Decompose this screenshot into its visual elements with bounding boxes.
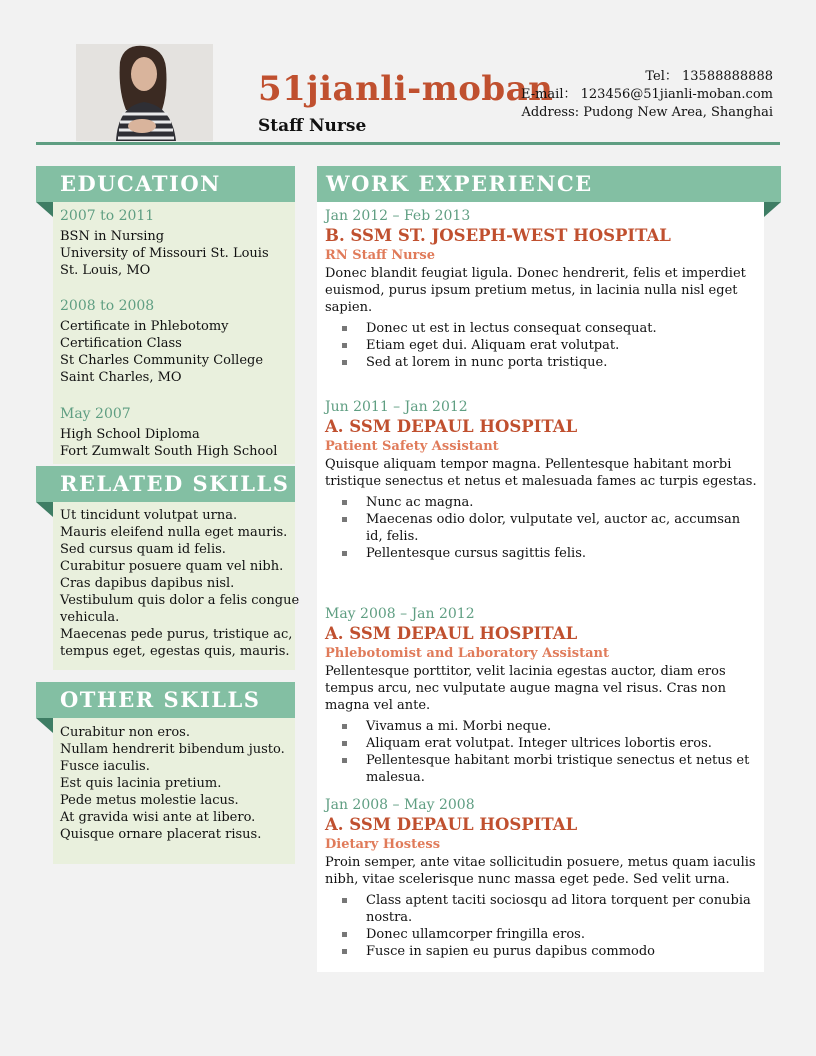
education-line: Certification Class [60, 336, 182, 351]
job-date: Jan 2008 – May 2008 [325, 797, 475, 813]
skill-line: Est quis lacinia pretium. [60, 776, 222, 791]
job-role: Phlebotomist and Laboratory Assistant [325, 646, 609, 661]
job-description: Proin semper, ante vitae sollicitudin posuere, metus quam iaculis nibh, vitae scelerisque nunc massa eget pede. Sed velit urna. [325, 855, 756, 887]
banner-fold [764, 202, 781, 217]
job-hospital: A. SSM DEPAUL HOSPITAL [325, 624, 578, 643]
job-bullets [325, 320, 759, 371]
job-entry [325, 208, 759, 371]
skill-line: Sed cursus quam id felis. [60, 542, 226, 557]
education-entry [60, 208, 269, 279]
education-date: 2008 to 2008 [60, 298, 155, 314]
banner-fold [36, 202, 53, 217]
address: Address: Pudong New Area, Shanghai [521, 105, 773, 120]
skill-line: tempus eget, egestas quis, mauris. [60, 644, 290, 659]
skill-line: vehicula. [60, 610, 120, 625]
job-bullet: Fusce in sapien eu purus dapibus commodo [325, 943, 759, 960]
job-hospital: A. SSM DEPAUL HOSPITAL [325, 815, 578, 834]
job-role: RN Staff Nurse [325, 248, 435, 263]
education-line: High School Diploma [60, 427, 200, 442]
job-role: Dietary Hostess [325, 837, 441, 852]
education-line: St. Louis, MO [60, 263, 151, 278]
job-hospital: A. SSM DEPAUL HOSPITAL [325, 417, 578, 436]
portrait-photo [76, 44, 213, 141]
job-role: Patient Safety Assistant [325, 439, 499, 454]
contact-info [521, 68, 773, 122]
job-description: Quisque aliquam tempor magna. Pellentesque habitant morbi tristique senectus et netus et malesuada fames ac turpis egestas. [325, 457, 757, 489]
skill-line: Curabitur non eros. [60, 725, 190, 740]
skill-line: Nullam hendrerit bibendum justo. [60, 742, 285, 757]
education-date: May 2007 [60, 406, 131, 422]
education-line: Certificate in Phlebotomy [60, 319, 229, 334]
job-bullets [325, 892, 759, 960]
job-bullet: Class aptent taciti sociosqu ad litora torquent per conubia nostra. [325, 892, 759, 926]
job-bullet: Donec ut est in lectus consequat consequat. [325, 320, 759, 337]
job-bullets [325, 718, 759, 786]
skill-line: Pede metus molestie lacus. [60, 793, 239, 808]
phone: Tel： 13588888888 [645, 69, 773, 84]
skill-line: Cras dapibus dapibus nisl. [60, 576, 235, 591]
education-heading: EDUCATION [36, 166, 295, 202]
candidate-name: 51jianli-moban [258, 69, 554, 109]
related-skills-heading: RELATED SKILLS [36, 466, 295, 502]
job-bullet: Sed at lorem in nunc porta tristique. [325, 354, 759, 371]
job-bullet: Etiam eget dui. Aliquam erat volutpat. [325, 337, 759, 354]
email: E-mail： 123456@51jianli-moban.com [520, 87, 773, 102]
related-skills-list [60, 507, 299, 660]
job-bullet: Pellentesque cursus sagittis felis. [325, 545, 759, 562]
work-experience-heading: WORK EXPERIENCE [317, 166, 781, 202]
skill-line: Quisque ornare placerat risus. [60, 827, 262, 842]
education-line: BSN in Nursing [60, 229, 165, 244]
other-skills-list [60, 724, 285, 843]
education-line: University of Missouri St. Louis [60, 246, 269, 261]
skill-line: Ut tincidunt volutpat urna. [60, 508, 238, 523]
job-entry [325, 399, 759, 562]
education-line: St Charles Community College [60, 353, 264, 368]
job-date: May 2008 – Jan 2012 [325, 606, 475, 622]
job-bullets [325, 494, 759, 562]
job-entry [325, 797, 759, 960]
portrait-icon [76, 44, 213, 141]
banner-fold [36, 718, 53, 733]
skill-line: Vestibulum quis dolor a felis congue [60, 593, 300, 608]
job-bullet: Donec ullamcorper fringilla eros. [325, 926, 759, 943]
job-date: Jun 2011 – Jan 2012 [325, 399, 468, 415]
education-entry [60, 406, 277, 460]
other-skills-heading: OTHER SKILLS [36, 682, 295, 718]
job-date: Jan 2012 – Feb 2013 [325, 208, 471, 224]
job-description: Pellentesque porttitor, velit lacinia egestas auctor, diam eros tempus arcu, nec vulputate augue magna vel risus. Cras non magna vel ante. [325, 664, 726, 713]
job-bullet: Vivamus a mi. Morbi neque. [325, 718, 759, 735]
skill-line: At gravida wisi ante at libero. [60, 810, 256, 825]
skill-line: Fusce iaculis. [60, 759, 150, 774]
education-date: 2007 to 2011 [60, 208, 155, 224]
job-description: Donec blandit feugiat ligula. Donec hendrerit, felis et imperdiet euismod, purus ipsum pretium metus, in lacinia nulla nisl eget sapien. [325, 266, 746, 315]
job-hospital: B. SSM ST. JOSEPH-WEST HOSPITAL [325, 226, 671, 245]
skill-line: Maecenas pede purus, tristique ac, [60, 627, 293, 642]
job-bullet: Maecenas odio dolor, vulputate vel, auctor ac, accumsan id, felis. [325, 511, 759, 545]
job-bullet: Nunc ac magna. [325, 494, 759, 511]
job-bullet: Pellentesque habitant morbi tristique senectus et netus et malesua. [325, 752, 759, 786]
banner-fold [36, 502, 53, 517]
job-bullet: Aliquam erat volutpat. Integer ultrices lobortis eros. [325, 735, 759, 752]
education-line: Fort Zumwalt South High School [60, 444, 278, 459]
education-entry [60, 298, 263, 386]
education-line: Saint Charles, MO [60, 370, 182, 385]
skill-line: Curabitur posuere quam vel nibh. [60, 559, 284, 574]
job-title: Staff Nurse [258, 116, 367, 136]
header-divider [36, 142, 780, 145]
job-entry [325, 606, 759, 786]
skill-line: Mauris eleifend nulla eget mauris. [60, 525, 288, 540]
